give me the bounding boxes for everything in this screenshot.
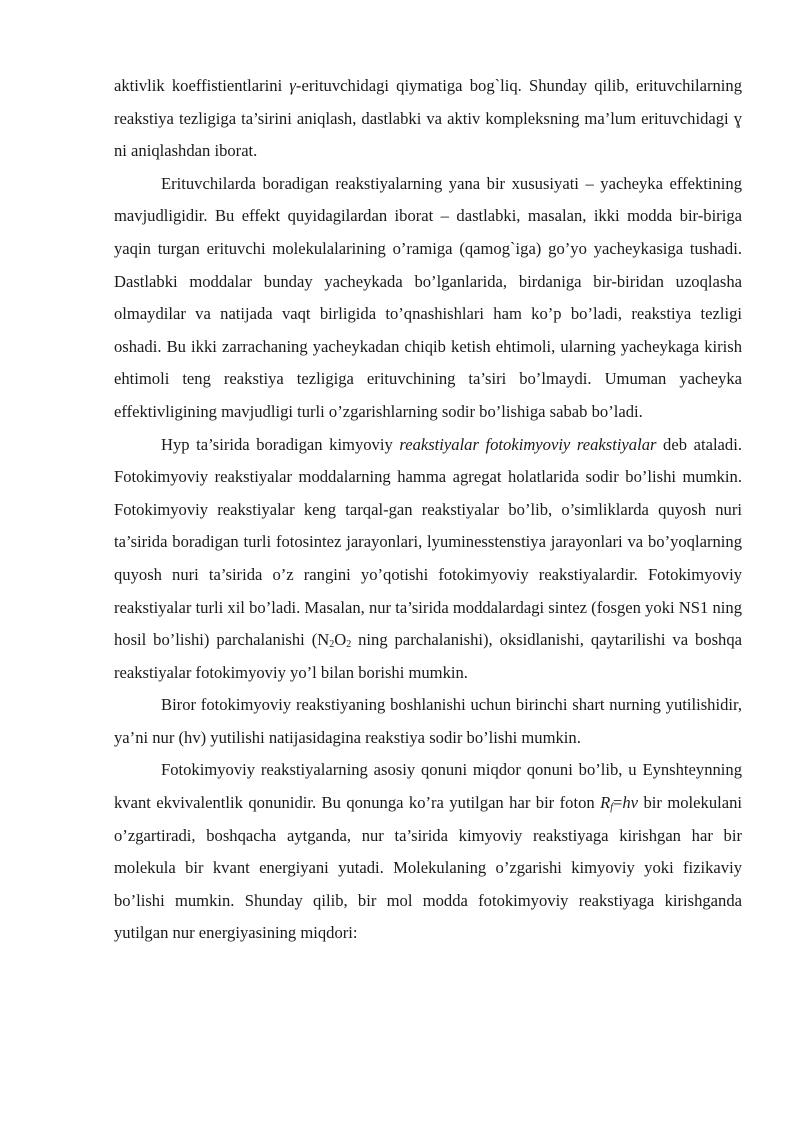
gamma-symbol: ɣ <box>733 108 742 128</box>
subscript: 2 <box>346 639 352 651</box>
formula-equals: = <box>613 793 623 813</box>
formula-h-nu: hν <box>622 793 639 813</box>
paragraph-einstein-law <box>114 754 742 950</box>
paragraph-first-condition: Biror fotokimyoviy reakstiyaning boshlanishi uchun birinchi shart nurning yutilishidir, ya’ni nur (hv) yutilishi natijasidagina reakstiya sodir bo’lishi mumkin. <box>114 695 742 747</box>
text-run: ning parchalanishi), oksidlanishi, qaytarilishi va boshqa reakstiyalar fotokimyoviy yo’l bilan borishi mumkin. <box>114 630 742 682</box>
paragraph-gamma-dependence <box>114 70 742 168</box>
text-run: O <box>334 630 347 650</box>
text-run: ni aniqlashdan iborat. <box>114 141 258 161</box>
italic-term: reakstiyalar fotokimyoviy reakstiyalar <box>399 434 657 454</box>
formula-r: R <box>600 793 611 813</box>
paragraph-photochemical-reactions <box>114 429 742 690</box>
paragraph-cage-effect: Erituvchilarda boradigan reakstiyalarning yana bir xususiyati – yacheyka effektining mavjudligidir. Bu effekt quyidagilardan iborat – dastlabki, masalan, ikki modda bir-biriga yaqin turgan erituvchi molekulalarining o’ramiga (qamog`iga) go’yo yacheykasiga tushadi. Dastlabki moddalar bunday yacheykada bo’lganlarida, birdaniga bir-biridan uzoqlasha olmaydilar va natijada vaqt birligida to’qnashishlari ham ko’p bo’ladi, reakstiya tezligi oshadi. Bu ikki zarrachaning yacheykadan chiqib ketish ehtimoli, ularning yacheykaga kirish ehtimoli teng reakstiya tezligiga erituvchining ta’siri bo’lmaydi. Umuman yacheyka effektivligining mavjudligi turli o’zgarishlarning sodir bo’lishiga sabab bo’ladi. <box>114 173 742 421</box>
gamma-symbol: γ <box>289 76 296 95</box>
formula-subscript: f <box>610 802 614 814</box>
text-run: aktivlik koeffistientlarini <box>114 76 290 95</box>
text-run: Fotokimyoviy reakstiyalarning asosiy qonuni miqdor qonuni bo’lib, u Eynshteynning kvant ekvivalentlik qonunidir. Bu qonunga ko’ra yutilgan har bir foton <box>114 760 742 813</box>
text-run: -erituvchidagi qiymatiga bog`liq. Shunday qilib, erituvchilarning reakstiya tezligiga ta’sirini aniqlash, dastlabki va aktiv kompleksning ma’lum erituvchidagi <box>114 76 742 128</box>
subscript: 2 <box>329 639 335 651</box>
text-run: deb ataladi. Fotokimyoviy reakstiyalar moddalarning hamma agregat holatlarida sodir bo’lishi mumkin. Fotokimyoviy reakstiyalar keng tarqal-gan reakstiyalar bo’lib, o’simliklarda quyosh nuri ta’sirida boradigan turli fotosintez jarayonlari, lyuminesstenstiya jarayonlari va bo’yoqlarning quyosh nuri ta’sirida o’z rangini yo’qotishi fotokimyoviy reakstiyalardir. Fotokimyoviy reakstiyalar turli xil bo’ladi. Masalan, nur ta’sirida moddalardagi sintez (fosgen yoki NS1 ning hosil bo’lishi) parchalanishi (N <box>114 434 742 650</box>
text-run: Hyp ta’sirida boradigan kimyoviy <box>161 434 400 454</box>
text-run: bir molekulani o’zgartiradi, boshqacha aytganda, nur ta’sirida kimyoviy reakstiyaga kirishgan har bir molekula bir kvant energiyani yutadi. Molekulaning o’zgarishi kimyoviy yoki fizikaviy bo’lishi mumkin. Shunday qilib, bir mol modda fotokimyoviy reakstiyaga kirishganda yutilgan nur energiyasining miqdori: <box>114 793 742 943</box>
document-page <box>114 70 742 950</box>
